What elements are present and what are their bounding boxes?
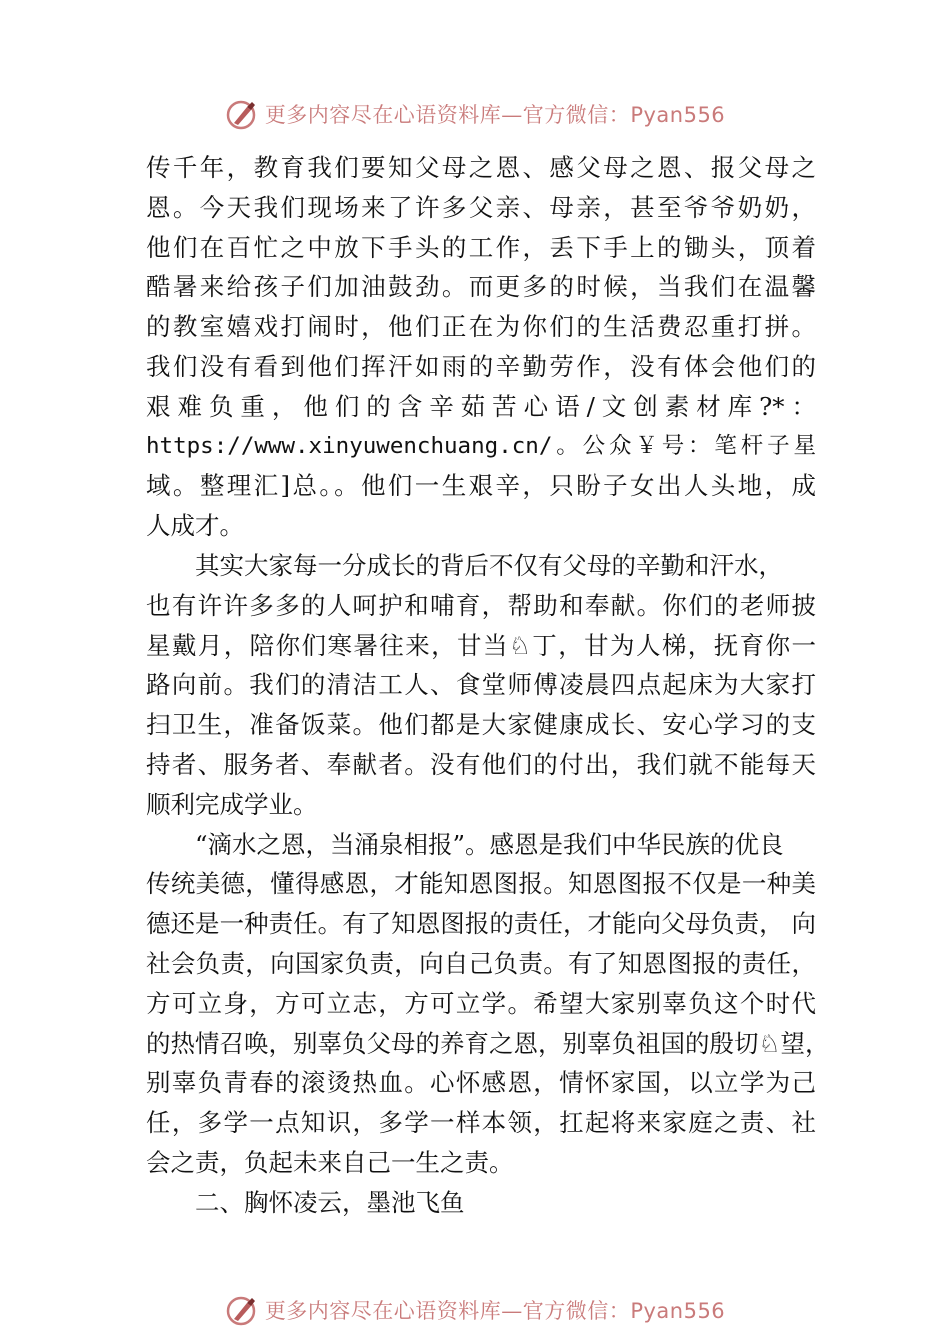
- text-line: 传统美德，懂得感恩，才能知恩图报。知恩图报不仅是一种美: [146, 869, 816, 899]
- text-line: 社会负责，向国家负责，向自己负责。有了知恩图报的责任，: [146, 948, 816, 978]
- footer-banner: [0, 1290, 950, 1330]
- text-line: 的教室嬉戏打闹时，他们正在为你们的生活费忍重打拼。: [146, 312, 816, 342]
- text-line: 酷暑来给孩子们加油鼓劲。而更多的时候，当我们在温馨: [146, 272, 816, 302]
- paragraph-start-line: “滴水之恩，当涌泉相报”。感恩是我们中华民族的优良: [195, 829, 784, 859]
- paragraph-start-line: 其实大家每一分成长的背后不仅有父母的辛勤和汗水，: [195, 550, 783, 580]
- banner-text: 更多内容尽在心语资料库—官方微信：Pyan556: [264, 103, 726, 127]
- text-line: 扫卫生，准备饭菜。他们都是大家健康成长、安心学习的支: [146, 710, 816, 740]
- banner-text: 更多内容尽在心语资料库—官方微信：Pyan556: [264, 1299, 726, 1323]
- document-body: [146, 148, 830, 1223]
- text-line: 我们没有看到他们挥汗如雨的辛勤劳作，没有体会他们的: [146, 351, 816, 381]
- text-line: 艰难负重，他们的含辛茹苦心语/文创素材库?*：: [146, 391, 816, 421]
- section-heading: 二、胸怀凌云，墨池飞鱼: [195, 1187, 465, 1217]
- text-line: 人成才。: [146, 511, 244, 541]
- text-line: 也有许许多多的人呵护和哺育，帮助和奉献。你们的老师披: [146, 590, 816, 620]
- text-line: 传千年，教育我们要知父母之恩、感父母之恩、报父母之: [146, 153, 816, 182]
- text-line: 路向前。我们的清洁工人、食堂师傅凌晨四点起床为大家打: [146, 670, 816, 700]
- pen-logo-icon: [225, 1293, 259, 1327]
- text-line: 任，多学一点知识，多学一样本领，扛起将来家庭之责、社: [146, 1108, 816, 1138]
- text-line: 德还是一种责任。有了知恩图报的责任，才能向父母负责， 向: [146, 909, 816, 939]
- text-line: 域。整理汇]总。。他们一生艰辛，只盼子女出人头地，成: [146, 471, 816, 501]
- text-line: 别辜负青春的滚烫热血。心怀感恩，情怀家国，以立学为己: [146, 1068, 816, 1098]
- text-line: 他们在百忙之中放下手头的工作，丢下手上的锄头，顶着: [146, 232, 816, 262]
- text-line: 星戴月，陪你们寒暑往来，甘当♘丁，甘为人梯，抚育你一: [146, 630, 816, 660]
- text-line: 恩。今天我们现场来了许多父亲、母亲，甚至爷爷奶奶，: [146, 192, 816, 222]
- text-line: 方可立身，方可立志，方可立学。希望大家别辜负这个时代: [146, 988, 816, 1018]
- pen-logo-icon: [225, 97, 259, 131]
- text-line: 顺利完成学业。: [146, 789, 318, 819]
- text-line: 会之责，负起未来自己一生之责。: [146, 1147, 514, 1177]
- text-line: 持者、服务者、奉献者。没有他们的付出，我们就不能每天: [146, 749, 816, 779]
- header-banner: [0, 94, 950, 134]
- text-line-url: https://www.xinyuwenchuang.cn/。公众￥号：笔杆子星: [146, 432, 816, 459]
- text-line: 的热情召唤，别辜负父母的养育之恩，别辜负祖国的殷切♘望，: [146, 1028, 830, 1058]
